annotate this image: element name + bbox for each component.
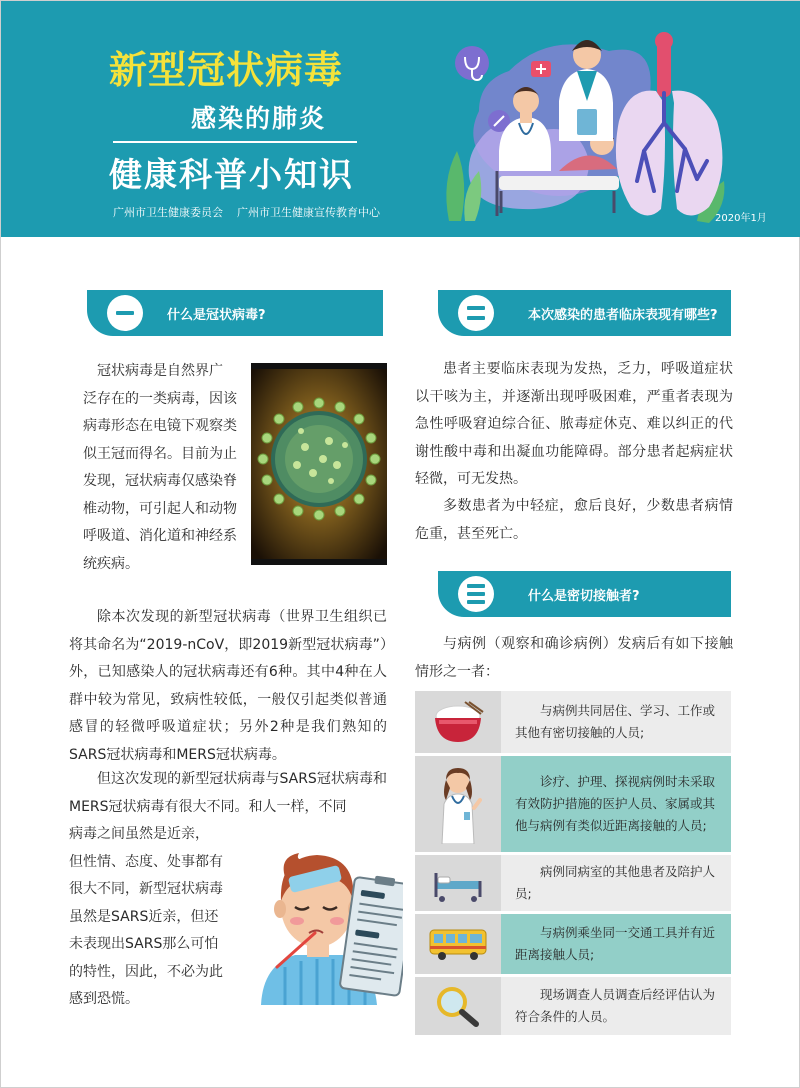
medical-team-lungs-illustration	[439, 31, 739, 227]
org-name: 广州市卫生健康宣传教育中心	[237, 206, 380, 219]
poster-subtitle: 感染的肺炎	[191, 104, 327, 133]
close-contact-intro: 与病例（观察和确诊病例）发病后有如下接触情形之一者：	[415, 636, 733, 680]
table-row	[415, 914, 731, 974]
bus-icon	[415, 914, 501, 974]
paragraph-line: 但性情、态度、处事都有	[69, 853, 223, 870]
doctor-icon	[415, 756, 501, 852]
paragraph-line: 未表现出SARS那么可怕	[69, 936, 219, 952]
intro-line: 泛存在的一类病毒，因该	[83, 390, 237, 407]
section-3-title: 什么是密切接触者?	[528, 589, 640, 604]
org-name: 广州市卫生健康委员会	[113, 206, 223, 219]
intro-line: 似王冠而得名。目前为止	[83, 445, 237, 462]
prognosis-paragraph: 多数患者为中轻症，愈后良好，少数患者病情危重，甚至死亡。	[415, 498, 733, 542]
section-1-header	[87, 290, 383, 336]
rice-bowl-icon	[415, 691, 501, 753]
intro-line: 统疾病。	[83, 555, 139, 572]
intro-line: 病毒形态在电镜下观察类	[83, 418, 237, 434]
table-row	[415, 691, 731, 753]
numeral-one-icon	[107, 295, 143, 331]
poster-header	[1, 1, 800, 237]
contact-criterion-text: 现场调查人员调查后经评估认为符合条件的人员。	[515, 987, 716, 1024]
section-1-title: 什么是冠状病毒?	[167, 308, 266, 323]
paragraph-line: 虽然是SARS近亲，但还	[69, 908, 219, 925]
contact-criterion-text: 诊疗、护理、探视病例时未采取有效防护措施的医护人员、家属或其他与病例有类似近距离接触的人员;	[515, 774, 716, 833]
new-virus-comparison-paragraph: 但这次发现的新型冠状病毒与SARS冠状病毒和MERS冠状病毒有很大不同。和人一样，不同	[69, 771, 387, 815]
series-title: 健康科普小知识	[109, 155, 354, 194]
coronavirus-intro	[83, 358, 248, 578]
intro-line: 椎动物，可引起人和动物	[83, 500, 237, 517]
paragraph-line: 的特性，因此，不必为此	[69, 963, 223, 980]
coronavirus-micrograph-image	[251, 363, 387, 565]
numeral-three-icon	[458, 576, 494, 612]
magnifier-icon	[415, 977, 501, 1035]
section-2-header	[438, 290, 731, 336]
sick-boy-with-thermometer-illustration	[255, 837, 403, 1005]
clinical-symptoms-paragraph: 患者主要临床表现为发热，乏力，呼吸道症状以干咳为主，并逐渐出现呼吸困难，严重者表现为急性呼吸窘迫综合征、脓毒症休克、难以纠正的代谢性酸中毒和出凝血功能障碍。部分患者起病症状轻微，可无发热。	[415, 361, 733, 487]
publisher-orgs	[113, 204, 380, 220]
intro-line: 发现，冠状病毒仅感染脊	[83, 473, 237, 489]
title-divider	[113, 141, 357, 143]
new-virus-comparison-continued	[69, 821, 249, 1014]
table-row	[415, 756, 731, 852]
paragraph-line: 病毒之间虽然是近亲，	[69, 826, 209, 842]
intro-line: 呼吸道、消化道和神经系	[83, 528, 237, 544]
paragraph-line: 感到恐慌。	[69, 991, 139, 1007]
close-contact-table	[415, 691, 731, 1035]
hospital-bed-icon	[415, 855, 501, 911]
section-3-header	[438, 571, 731, 617]
coronavirus-types-paragraph: 除本次发现的新型冠状病毒（世界卫生组织已将其命名为“2019-nCoV，即2019新型冠状病毒”）外，已知感染人的冠状病毒还有6种。其中4种在人群中较为常见，致病性较低，一般仅引起类似普通感冒的轻微呼吸道症状；另外2种是我们熟知的SARS冠状病毒和MERS冠状病毒。	[69, 609, 387, 763]
intro-line: 冠状病毒是自然界广	[97, 363, 223, 379]
table-row	[415, 855, 731, 911]
contact-criterion-text: 病例同病室的其他患者及陪护人员;	[515, 864, 716, 901]
contact-criterion-text: 与病例乘坐同一交通工具并有近距离接触人员;	[515, 925, 716, 962]
contact-criterion-text: 与病例共同居住、学习、工作或其他有密切接触的人员;	[515, 703, 716, 740]
numeral-two-icon	[458, 295, 494, 331]
publish-date: 2020年1月	[715, 213, 767, 224]
section-2-title: 本次感染的患者临床表现有哪些?	[528, 308, 718, 323]
poster-title: 新型冠状病毒	[109, 48, 344, 92]
table-row	[415, 977, 731, 1035]
paragraph-line: 很大不同，新型冠状病毒	[69, 881, 223, 897]
